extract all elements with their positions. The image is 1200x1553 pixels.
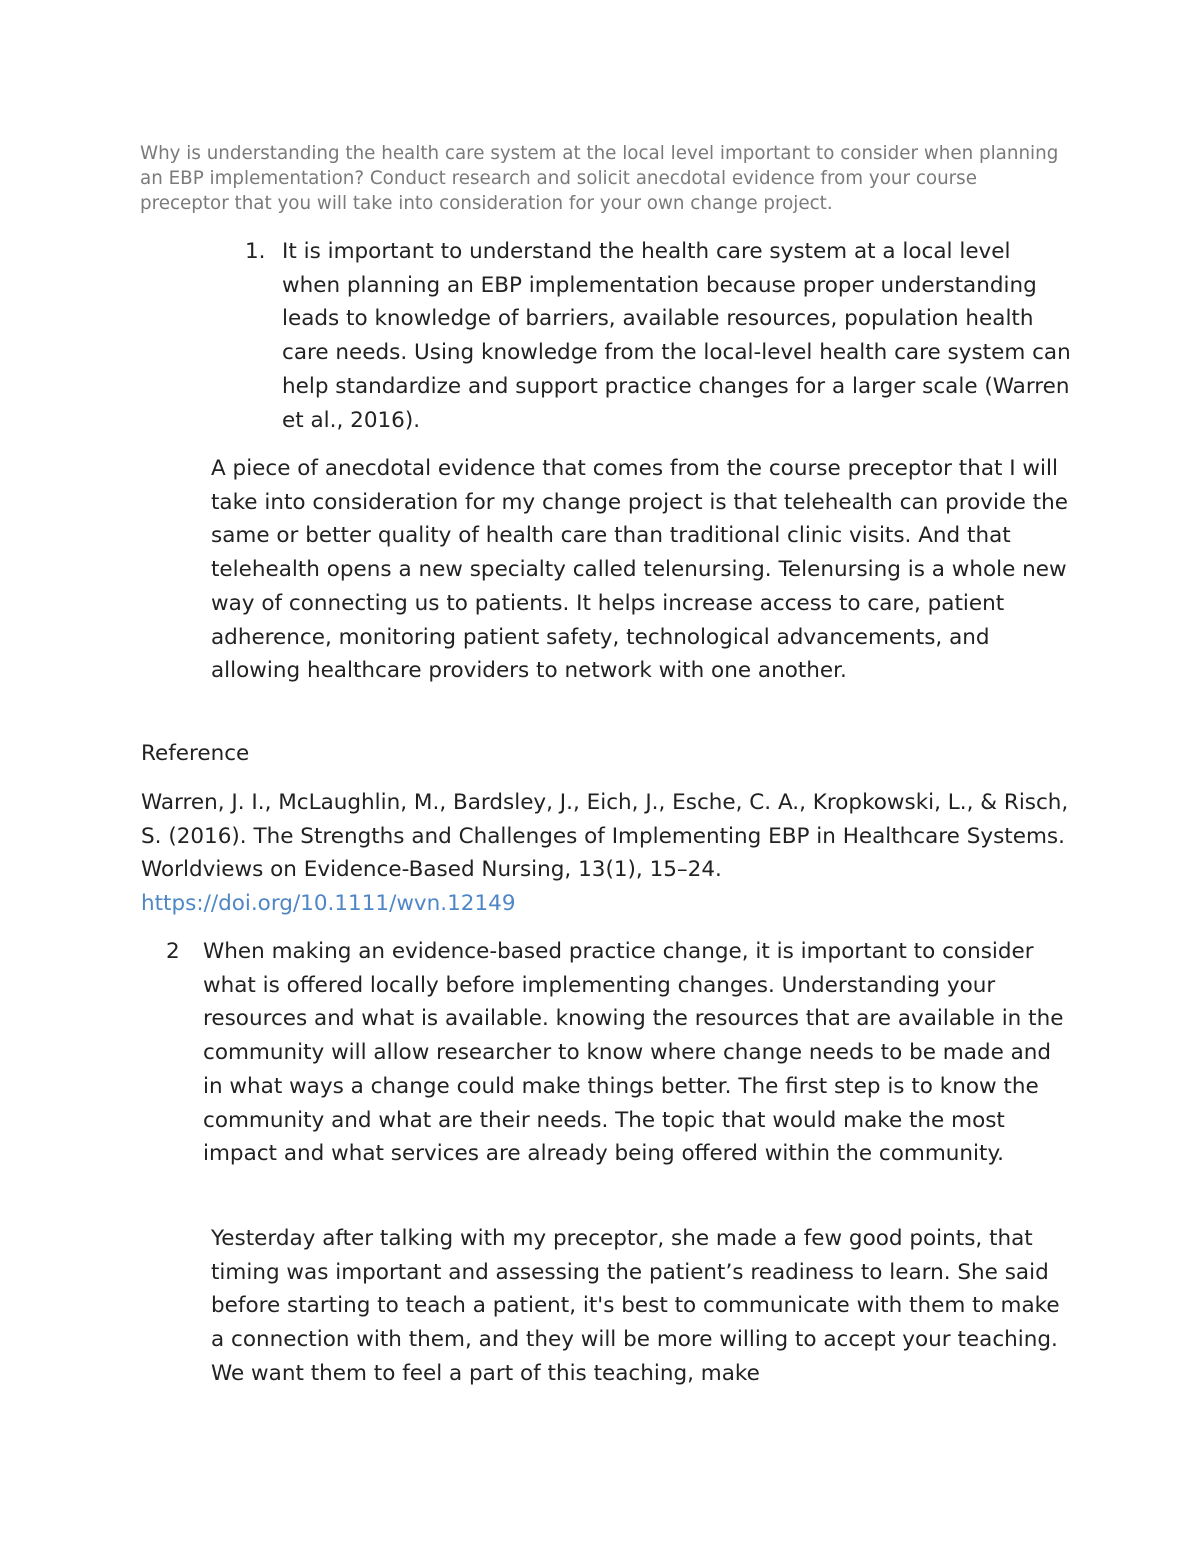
reference-heading: Reference — [141, 741, 250, 766]
answer-item-one — [245, 235, 1075, 437]
list-number: 1. — [245, 239, 266, 264]
answer-text: It is important to understand the health care system at a local level when planning an EBP implementation because proper understanding leads to knowledge of barriers, available resources, population health care needs. Using knowledge from the local-level health care system can help standardize and support practice changes for a larger scale (Warren et al., 2016). — [282, 239, 1071, 433]
reference-citation: Warren, J. I., McLaughlin, M., Bardsley, J., Eich, J., Esche, C. A., Kropkowski, L., & Risch, S. (2016). The Strengths and Challenges of Implementing EBP in Healthcare Systems. Worldviews on Evidence-Based Nursing, 13(1), 15–24. — [141, 790, 1069, 883]
anecdotal-evidence-paragraph: A piece of anecdotal evidence that comes from the course preceptor that I will take into consideration for my change project is that telehealth can provide the same or better quality of health care than traditional clinic visits. And that telehealth opens a new specialty called telenursing. Telenursing is a whole new way of connecting us to patients. It helps increase access to care, patient adherence, monitoring patient safety, technological advancements, and allowing healthcare providers to network with one another. — [211, 456, 1068, 684]
answer-text: When making an evidence-based practice change, it is important to consider what is offered locally before implementing changes. Understanding your resources and what is available. knowing the resources that are available in the community will allow researcher to know where change needs to be made and in what ways a change could make things better. The first step is to know the community and what are their needs. The topic that would make the most impact and what services are already being offered within the community. — [203, 939, 1064, 1167]
doi-link[interactable]: https://doi.org/10.1111/wvn.12149 — [141, 891, 516, 917]
answer-item-two — [166, 935, 1066, 1171]
list-number: 2 — [166, 939, 180, 964]
reference-entry — [141, 786, 1071, 921]
question-prompt: Why is understanding the health care system at the local level important to consider when planning an EBP implementation? Conduct research and solicit anecdotal evidence from your course preceptor that you will take into consideration for your own change project. — [140, 143, 1059, 214]
preceptor-discussion-paragraph: Yesterday after talking with my preceptor, she made a few good points, that timing was important and assessing the patient’s readiness to learn. She said before starting to teach a patient, it's best to communicate with them to make a connection with them, and they will be more willing to accept your teaching. We want them to feel a part of this teaching, make — [211, 1226, 1060, 1386]
